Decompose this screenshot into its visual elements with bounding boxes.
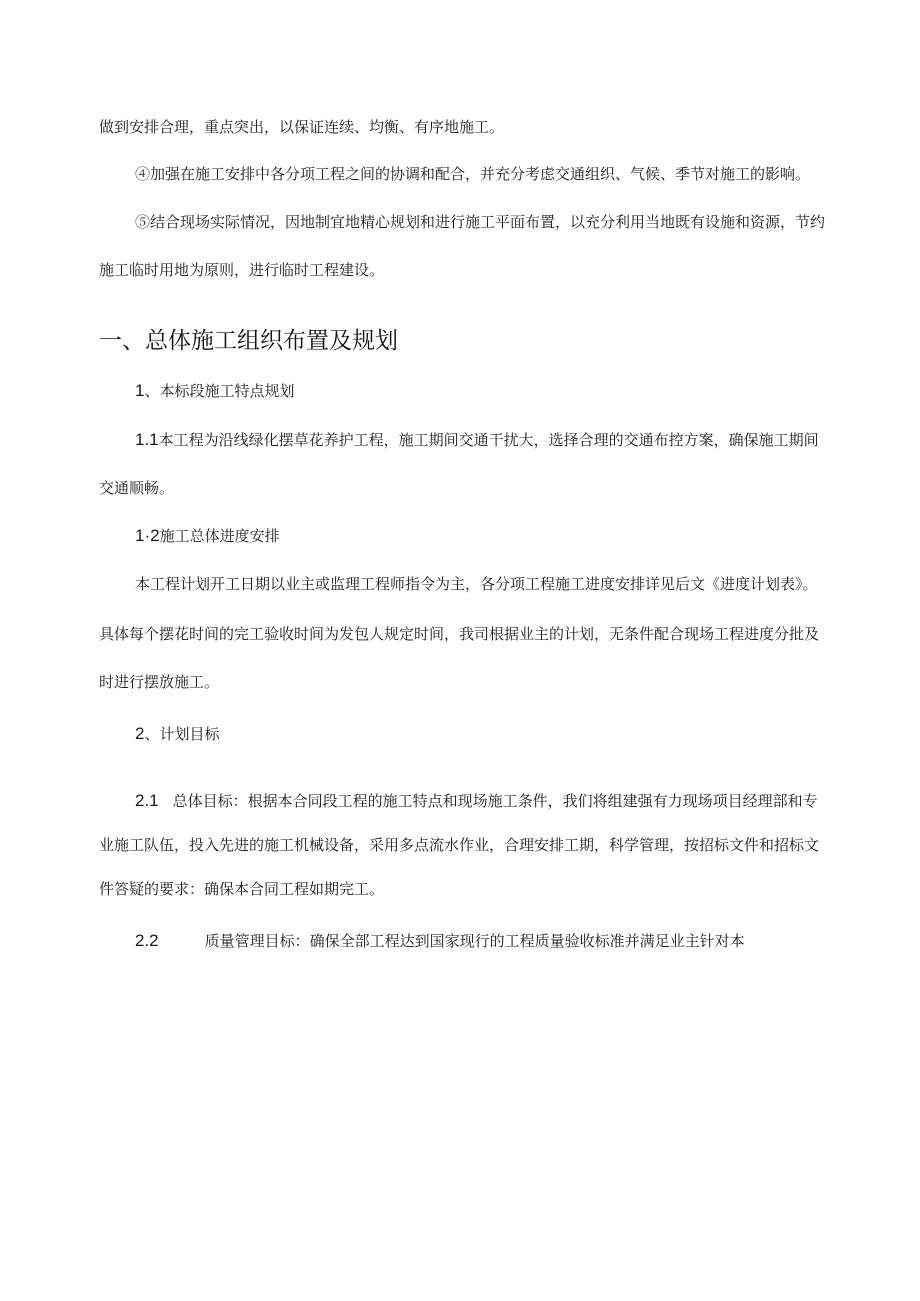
schedule-paragraph-line3: 时进行摆放施工。 xyxy=(99,673,220,691)
subheading-1-2-number: 1·2 xyxy=(135,526,160,545)
subheading-1 xyxy=(135,381,294,401)
schedule-paragraph-line2: 具体每个摆花时间的完工验收时间为发包人规定时间，我司根据业主的计划，无条件配合现场工程进度分批及 xyxy=(99,625,820,643)
subheading-2-2-text: 质量管理目标：确保全部工程达到国家现行的工程质量验收标准并满足业主针对本 xyxy=(204,932,745,950)
subheading-2-1-line3: 件答疑的要求：确保本合同工程如期完工。 xyxy=(99,880,385,898)
subheading-2-number: 2 xyxy=(135,724,145,743)
paragraph-item-5-line1: ⑤结合现场实际情况，因地制宜地精心规划和进行施工平面布置，以充分利用当地既有设施和资源，节约 xyxy=(135,213,826,231)
paragraph-continuation: 做到安排合理，重点突出，以保证连续、均衡、有序地施工。 xyxy=(99,118,505,136)
subheading-1-1-line2: 交通顺畅。 xyxy=(99,479,175,497)
subheading-1-1-text: 本工程为沿线绿化摆草花养护工程，施工期间交通干扰大，选择合理的交通布控方案，确保施工期间 xyxy=(158,431,819,449)
subheading-2-1-line1 xyxy=(135,791,818,811)
subheading-1-2-title: 施工总体进度安排 xyxy=(159,527,280,545)
subheading-2-title: 、计划目标 xyxy=(144,725,220,743)
subheading-2-2-number: 2.2 xyxy=(135,931,159,950)
subheading-2-1-text: 总体目标：根据本合同段工程的施工特点和现场施工条件，我们将组建强有力现场项目经理部和专 xyxy=(172,792,818,810)
subheading-1-1-number: 1.1 xyxy=(135,430,159,449)
paragraph-item-5-line2: 施工临时用地为原则，进行临时工程建设。 xyxy=(99,261,385,279)
subheading-2-1-number: 2.1 xyxy=(135,791,159,810)
subheading-2-2-line1 xyxy=(135,931,745,951)
subheading-1-2 xyxy=(135,526,280,546)
paragraph-item-4: ④加强在施工安排中各分项工程之间的协调和配合，并充分考虑交通组织、气候、季节对施工的影响。 xyxy=(135,165,811,183)
subheading-1-title: 、本标段施工特点规划 xyxy=(144,382,295,400)
subheading-2-1-line2: 业施工队伍，投入先进的施工机械设备，采用多点流水作业，合理安排工期，科学管理，按招标文件和招标文 xyxy=(99,836,820,854)
schedule-paragraph-line1: 本工程计划开工日期以业主或监理工程师指令为主，各分项工程施工进度安排详见后文《进度计划表》。 xyxy=(135,575,818,593)
section-heading: 一、总体施工组织布置及规划 xyxy=(99,328,398,354)
subheading-2 xyxy=(135,724,219,744)
subheading-1-1-line1 xyxy=(135,430,819,450)
subheading-1-number: 1 xyxy=(135,381,145,400)
